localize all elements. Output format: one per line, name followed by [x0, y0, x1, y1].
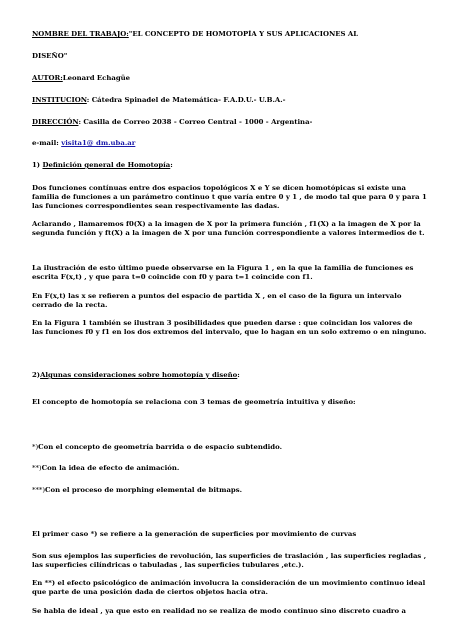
list-item-2-marker: **)	[32, 464, 42, 472]
list-item-1	[32, 443, 432, 452]
paragraph-5-line-1: En la Figura 1 también se ilustran 3 posibilidades que pueden darse : que coincidan los valores de	[32, 319, 413, 327]
address-label: DIRECCIÓN	[32, 118, 79, 126]
institution-value: : Cátedra Spinadel de Matemática- F.A.D.U.- U.B.A.-	[86, 96, 286, 104]
list-item-3-text: Con el proceso de morphing elemental de bitmaps.	[45, 486, 243, 494]
section-1-number: 1)	[32, 161, 43, 169]
paragraph-9-line-2: que parte de una posición dada de ciertos objetos hacia otra.	[32, 588, 268, 596]
author-label: AUTOR:	[32, 74, 63, 82]
author-value: Leonard Echagüe	[62, 74, 131, 82]
paragraph-8-line-1: Son sus ejemplos las superficies de revolución, las superficies de traslación , las superficies regladas ,	[32, 552, 427, 560]
paragraph-1-line-3: las funciones correspondientes sean respectivamente las dadas.	[32, 202, 280, 210]
paragraph-1-line-1: Dos funciones contínuas entre dos espacios topológicos X e Y se dicen homotópicas si existe una	[32, 184, 407, 192]
paragraph-10: Se habla de ideal , ya que esto en realidad no se realiza de modo continuo sino discreto cuadro a	[32, 607, 407, 615]
section-1-heading	[32, 161, 432, 170]
paragraph-4-line-2: cerrado de la recta.	[32, 301, 108, 309]
list-item-1-marker: *)	[32, 443, 39, 451]
institution-line	[32, 96, 432, 105]
title-line-1	[32, 30, 432, 39]
paragraph-4-line-1: En F(x,t) las x se refieren a puntos del espacio de partida X , en el caso de la figura un intervalo	[32, 292, 402, 300]
title-label: NOMBRE DEL TRABAJO:	[32, 30, 129, 38]
section-1-colon: :	[170, 161, 173, 169]
paragraph-1-line-2: familia de funciones a un parámetro continuo t que varía entre 0 y 1 , de modo tal que para 0 y para 1	[32, 193, 427, 201]
title-text: "EL CONCEPTO DE HOMOTOPÍA Y SUS APLICACIONES AL	[128, 30, 359, 38]
institution-label: INSTITUCION	[32, 96, 87, 104]
section-2-colon: :	[237, 371, 240, 379]
paragraph-5-line-2: las funciones f0 y f1 en los dos extremos del intervalo, que lo hagan en un solo extremo o en ninguno.	[32, 328, 427, 336]
email-link[interactable]: visita1@ dm.uba.ar	[61, 139, 136, 147]
email-line	[32, 139, 432, 148]
paragraph-3-line-2: escrita F(x,t) , y que para t=0 coincide con f0 y para t=1 coincide con f1.	[32, 273, 313, 281]
list-item-3	[32, 486, 432, 495]
paragraph-3-line-1: La ilustración de esto último puede observarse en la Figura 1 , en la que la familia de funciones es	[32, 264, 414, 272]
paragraph-6: El concepto de homotopía se relaciona con 3 temas de geometría intuitiva y diseño:	[32, 398, 356, 406]
paragraph-2-line-2: segunda función y ft(X) a la imagen de X por una función correspondiente a valores intermedios de t.	[32, 229, 425, 237]
address-line	[32, 118, 432, 127]
list-item-2-text: Con la idea de efecto de animación.	[41, 464, 180, 472]
section-1-title: Definición general de Homotopía	[42, 161, 171, 169]
email-label: e-mail:	[32, 139, 62, 147]
section-2-number: 2)	[32, 371, 41, 379]
section-2-title: Algunas consideraciones sobre homotopía y diseño	[40, 371, 238, 379]
list-item-3-marker: ***)	[32, 486, 46, 494]
title-line-2: DISEÑO"	[32, 52, 68, 60]
paragraph-8-line-2: las superficies cilíndricas o tabuladas , las superficies tubulares ,etc.).	[32, 561, 304, 569]
paragraph-2-line-1: Aclarando , llamaremos f0(X) a la imagen de X por la primera función , f1(X) a la imagen de X por la	[32, 220, 421, 228]
address-value: : Casilla de Correo 2038 - Correo Central - 1000 - Argentina-	[78, 118, 313, 126]
section-2-heading	[32, 371, 432, 380]
author-line	[32, 74, 432, 83]
paragraph-9-line-1: En **) el efecto psicológico de animación involucra la consideración de un movimiento continuo ideal	[32, 579, 426, 587]
list-item-2	[32, 464, 432, 473]
list-item-1-text: Con el concepto de geometría barrida o de espacio subtendido.	[38, 443, 282, 451]
paragraph-7: El primer caso *) se refiere a la generación de superficies por movimiento de curvas	[32, 530, 357, 538]
